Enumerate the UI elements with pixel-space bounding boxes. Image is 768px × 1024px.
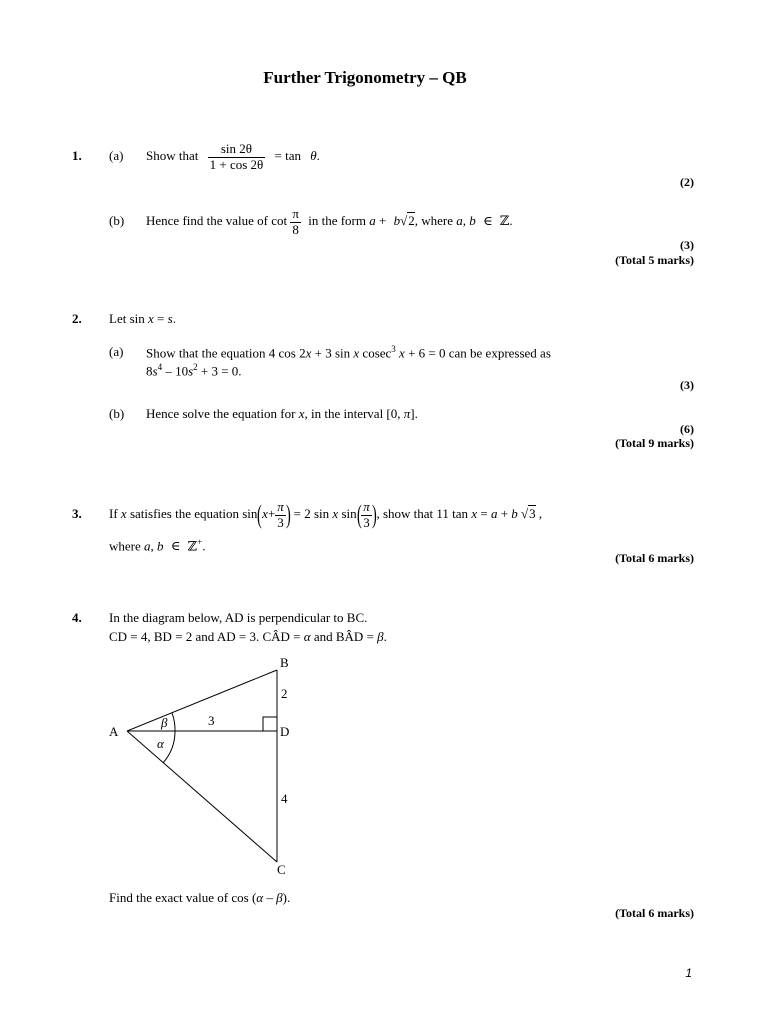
q4-eq1: = <box>289 629 304 644</box>
q4-line2-text: CD = 4, BD = 2 and AD = 3. CÂD <box>109 629 290 644</box>
q2a-sup2: 2 <box>193 362 198 372</box>
q4-number: 4. <box>72 610 82 625</box>
q1b-where: , where <box>414 213 453 228</box>
angle-beta-label: β <box>161 715 168 730</box>
q1a-frac-num: sin 2θ <box>208 142 266 158</box>
q3-paren-left: ( <box>257 500 263 530</box>
arc-beta <box>172 713 175 731</box>
q3-frac2-den: 3 <box>363 514 370 530</box>
q3-t3-b: b <box>511 506 518 521</box>
q3-mid2: sin <box>341 506 357 521</box>
q2a-sup1: 4 <box>157 362 163 372</box>
length-ad: 3 <box>208 713 215 728</box>
q3-paren2-right: ) <box>371 500 377 530</box>
q2a-s2: s <box>188 363 194 379</box>
q3-inner-plus: + <box>267 506 276 521</box>
q3-t3-plus: + <box>500 506 509 521</box>
q1a-marks: (2) <box>680 175 694 189</box>
q2a-x2: x <box>353 345 360 361</box>
q1b-mid: in the form <box>308 213 366 228</box>
label-b: B <box>280 655 289 670</box>
q2a-t2: + 3 sin <box>311 345 351 361</box>
q1a-rhs-end: . <box>316 148 320 163</box>
q3-where: where <box>109 538 141 554</box>
q3-set: ℤ <box>187 538 198 554</box>
q3-set-sup: + <box>197 537 203 547</box>
q4-total: (Total 6 marks) <box>615 906 694 920</box>
q3-mid-x: x <box>332 506 339 521</box>
q1b-lead: Hence find the value of cot <box>146 213 288 228</box>
q1a-lead: Show that <box>146 148 199 163</box>
side-ac <box>127 731 277 862</box>
q4-find-pre: Find the exact value of cos ( <box>109 890 257 905</box>
label-c: C <box>277 862 286 877</box>
q4-find-beta: β <box>276 890 283 905</box>
q3-mid: = 2 sin <box>293 506 330 521</box>
q4-beta: β <box>377 629 384 644</box>
q3-total: (Total 6 marks) <box>615 551 694 565</box>
q3-end: . <box>202 538 206 554</box>
q1b-form-a: a <box>369 213 376 228</box>
q1b-in: ∈ <box>482 213 493 228</box>
q1b-statement: Hence find the value of cot $\frac{\pi}{8}$ in the form a + b√2, where a, b ∈ ℤ. <box>146 205 513 237</box>
q2a-t1: Show that the equation 4 cos 2 <box>146 345 306 361</box>
q2a-s1: s <box>152 363 158 379</box>
q2-number: 2. <box>72 311 82 326</box>
length-cd: 4 <box>281 791 288 806</box>
q1b-vars: a, b <box>456 213 476 228</box>
page-number: 1 <box>685 966 692 980</box>
side-ab <box>127 670 277 731</box>
q1b-root: 2 <box>408 213 415 228</box>
q1-number: 1. <box>72 148 82 163</box>
q1b-frac-num: π <box>292 205 299 221</box>
q3-t3-x: x <box>471 506 478 521</box>
q2a-t4: + 6 = 0 can be expressed as <box>404 345 551 361</box>
q1b-form-plus: + <box>378 213 387 228</box>
q2a-marks: (3) <box>680 378 694 392</box>
q3-frac1-num: π <box>277 498 284 514</box>
q4-find <box>109 890 290 906</box>
q2b-x: x <box>298 406 305 421</box>
q2-let-eq: = <box>157 311 165 326</box>
q4-line1: In the diagram below, AD is perpendicular to BC. <box>109 610 368 625</box>
q2a-x3: x <box>399 345 405 361</box>
q2-let-end: . <box>172 311 176 326</box>
label-d: D <box>280 724 290 739</box>
q1b-set: ℤ <box>499 213 510 228</box>
q2b-t2: , in the interval [0, <box>304 406 401 421</box>
length-bd: 2 <box>281 686 288 701</box>
q2b-label: (b) <box>109 406 125 421</box>
q3-paren-right: ) <box>285 500 291 530</box>
q3-statement: If x satisfies the equation sin(x+ $\frac{\pi}{3}$ ) = 2 sin x sin( $\frac{\pi}{3}$ ), show that 11 tan x = a + b √3 , <box>109 492 542 537</box>
q1a-rhs-var: θ <box>310 148 317 163</box>
q2-total: (Total 9 marks) <box>615 436 694 450</box>
q3-t3-a: a <box>490 506 498 521</box>
q2-let-s: s <box>167 311 173 326</box>
q1a-rhs: = tan <box>274 148 301 163</box>
q3-x: x <box>120 506 127 521</box>
q3-t3-end: , <box>538 506 543 521</box>
q1b-frac-den: 8 <box>292 221 299 237</box>
q2-let-var: x <box>148 311 154 326</box>
q1b-end: . <box>509 213 513 228</box>
q1a-label: (a) <box>109 148 124 163</box>
q3-t3-eq: = <box>480 506 488 521</box>
q4-find-end: ). <box>282 890 291 905</box>
q1a-frac-den: 1 + cos 2θ <box>209 156 264 172</box>
page-title: Further Trigonometry – QB <box>263 68 467 87</box>
q3-frac2-num: π <box>363 498 370 514</box>
q2b-t3: ]. <box>410 406 418 421</box>
label-a: A <box>109 724 119 739</box>
q2b-marks: (6) <box>680 422 694 436</box>
q1b-label: (b) <box>109 213 125 228</box>
q4-alpha: α <box>303 629 311 644</box>
q2a-sup: 3 <box>391 344 396 354</box>
q3-t3: , show that 11 tan <box>376 506 469 521</box>
q4-end: . <box>383 629 387 644</box>
q2b-pi: π <box>403 406 411 421</box>
q3-frac1-den: 3 <box>277 514 284 530</box>
q3-inner-x: x <box>262 506 268 521</box>
q2a-e3: + 3 = 0. <box>197 363 242 379</box>
q4-find-alpha: α <box>256 890 264 905</box>
q3-number: 3. <box>72 506 82 521</box>
q2a-e1: 8 <box>146 363 153 379</box>
q4-find-minus: – <box>263 890 277 905</box>
angle-alpha-label: α <box>157 736 164 751</box>
q2b-t1: Hence solve the equation for <box>146 406 296 421</box>
q4-eq2: = <box>363 629 378 644</box>
q3-paren2-left: ( <box>356 500 362 530</box>
q1b-form-b: b <box>393 213 401 228</box>
q2a-label: (a) <box>109 344 124 359</box>
q3-root: 3 <box>529 506 536 521</box>
q4-and: and BÂD <box>310 629 364 644</box>
q3-t1: If <box>109 506 118 521</box>
q2a-t3: cosec <box>359 345 392 361</box>
q2a-x1: x <box>305 345 312 361</box>
q3-in: ∈ <box>170 538 181 554</box>
q2-let-text: Let sin <box>109 311 145 326</box>
q3-t2: satisfies the equation sin <box>129 506 258 521</box>
q1b-marks: (3) <box>680 238 694 252</box>
right-angle-mark <box>263 717 277 731</box>
arc-alpha <box>163 731 175 763</box>
q1-total: (Total 5 marks) <box>615 253 694 267</box>
q3-vars: a, b <box>144 538 164 554</box>
q2a-e2: – 10 <box>162 363 189 379</box>
